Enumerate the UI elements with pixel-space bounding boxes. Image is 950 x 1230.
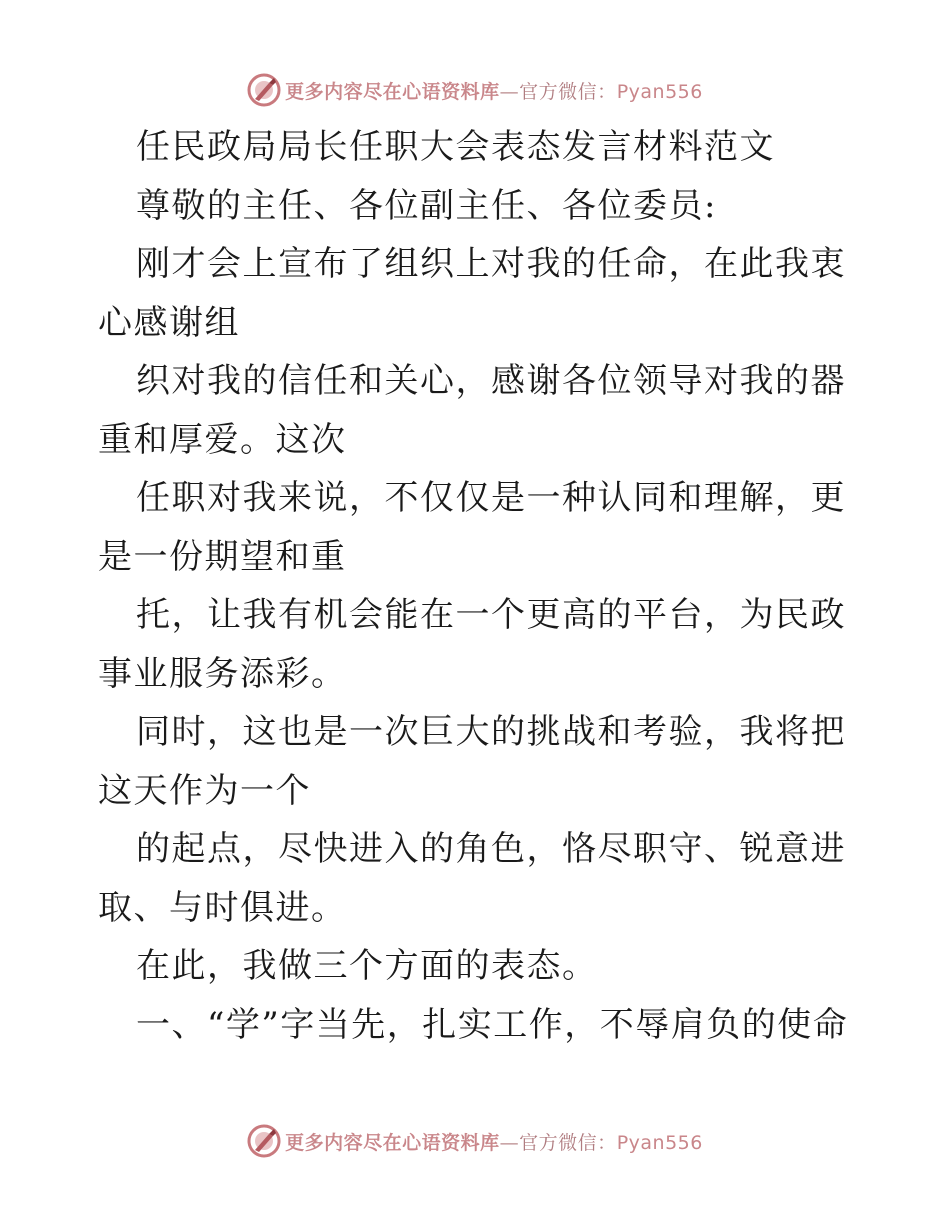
document-title: 任民政局局长任职大会表态发言材料范文 — [136, 127, 775, 167]
paragraph-line: 同时，这也是一次巨大的挑战和考验，我将把这天作为一个 — [98, 712, 846, 811]
paragraph-line: 织对我的信任和关心，感谢各位领导对我的器重和厚爱。这次 — [98, 361, 846, 460]
watermark-label: 官方微信： — [519, 1131, 617, 1154]
watermark-prefix: 更多内容尽在心语资料库 — [285, 1131, 500, 1154]
watermark-dash: — — [499, 80, 520, 103]
logo-icon — [247, 73, 281, 107]
watermark-label: 官方微信： — [519, 80, 617, 103]
watermark-banner-bottom — [0, 1121, 950, 1161]
logo-icon — [247, 1124, 281, 1158]
paragraph-line: 任职对我来说，不仅仅是一种认同和理解，更是一份期望和重 — [98, 478, 846, 577]
paragraph-line: 托，让我有机会能在一个更高的平台，为民政事业服务添彩。 — [98, 595, 846, 694]
document-body — [98, 118, 858, 1054]
paragraph-line: 刚才会上宣布了组织上对我的任命，在此我衷心感谢组 — [98, 244, 846, 343]
section-heading: 一、“学”字当先，扎实工作，不辱肩负的使命 — [136, 1004, 849, 1045]
salutation: 尊敬的主任、各位副主任、各位委员: — [136, 185, 717, 226]
watermark-id: Pyan556 — [616, 80, 703, 103]
watermark-banner-top — [0, 70, 950, 110]
watermark-id: Pyan556 — [616, 1131, 703, 1154]
paragraph-line: 在此，我做三个方面的表态。 — [136, 946, 598, 986]
watermark-prefix: 更多内容尽在心语资料库 — [285, 80, 500, 103]
paragraph-line: 的起点，尽快进入的角色，恪尽职守、锐意进取、与时俱进。 — [98, 829, 846, 928]
watermark-dash: — — [499, 1131, 520, 1154]
